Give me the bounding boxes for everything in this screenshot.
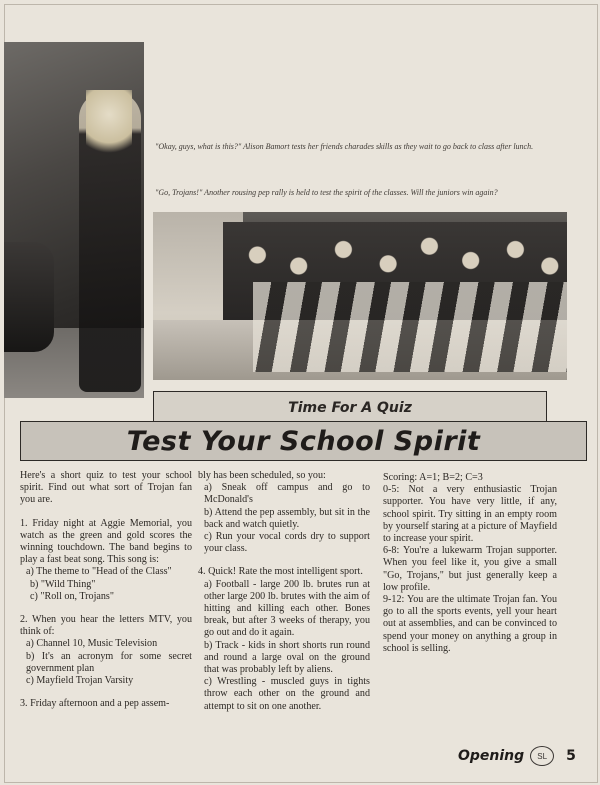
- column-three: [377, 472, 557, 655]
- question-1: [20, 518, 192, 603]
- question-1-answer-c: c) "Roll on, Trojans": [30, 590, 114, 602]
- photo-pep-rally: [153, 212, 567, 380]
- quiz-subtitle-banner: [153, 391, 547, 425]
- quiz-title: Test Your School Spirit: [126, 425, 481, 457]
- page-number: 5: [566, 748, 576, 764]
- question-3-text: bly has been scheduled, so you:: [198, 470, 326, 481]
- question-4-text: 4. Quick! Rate the most intelligent sport.: [198, 566, 363, 578]
- question-3-answer-b: b) Attend the pep assembly, but sit in the back and watch quietly.: [204, 506, 370, 530]
- quiz-subtitle: Time For A Quiz: [288, 400, 412, 416]
- question-2-answer-c: c) Mayfield Trojan Varsity: [26, 675, 134, 687]
- question-1-answer-a: a) The theme to "Head of the Class": [26, 566, 172, 578]
- score-range-low: 0-5: Not a very enthusiastic Trojan supporter. You have very little, if any, school spirit. Try sitting in an empty room by yourself staring at a picture of Mayfield to increase your spirit.: [383, 484, 557, 545]
- photo-seated-students: [4, 242, 54, 352]
- initials-mark: SL: [530, 746, 554, 766]
- question-3-answer-a: a) Sneak off campus and go to McDonald's: [204, 482, 370, 506]
- question-3-continued: [198, 470, 370, 555]
- quiz-intro: Here's a short quiz to test your school spirit. Find out what sort of Trojan fan you are.: [20, 470, 192, 506]
- question-4: [198, 566, 370, 712]
- question-1-answer-b: b) "Wild Thing": [30, 578, 96, 590]
- caption-pep-rally: "Go, Trojans!" Another rousing pep rally is held to test the spirit of the classes. Will the juniors win again?: [155, 188, 498, 197]
- question-2-text: 2. When you hear the letters MTV, you think of:: [20, 614, 192, 638]
- section-name: Opening: [458, 748, 525, 764]
- question-1-text: 1. Friday night at Aggie Memorial, you watch as the green and gold scores the winning touchdown. The band begins to play a fast beat song. This song is:: [20, 517, 192, 566]
- question-4-answer-b: b) Track - kids in short shorts run round and round a large oval on the ground that was probably left by aliens.: [204, 639, 370, 676]
- photo-cheerleaders: [253, 282, 567, 372]
- column-two: [198, 470, 370, 724]
- question-3-answer-c: c) Run your vocal cords dry to support your class.: [204, 531, 370, 555]
- scoring-key: Scoring: A=1; B=2; C=3: [383, 472, 483, 483]
- quiz-title-banner: [20, 421, 587, 461]
- question-4-answer-c: c) Wrestling - muscled guys in tights throw each other on the ground and attempt to sit on one another.: [204, 676, 370, 712]
- question-2-answer-a: a) Channel 10, Music Television: [26, 638, 158, 650]
- question-2-answer-b: b) It's an acronym for some secret government plan: [26, 650, 192, 674]
- page-footer: [458, 744, 588, 768]
- caption-charades: "Okay, guys, what is this?" Alison Bamort tests her friends charades skills as they wait to go back to class after lunch.: [155, 142, 534, 151]
- column-one: [20, 470, 192, 721]
- score-range-mid: 6-8: You're a lukewarm Trojan supporter. When you feel like it, you give a small "Go, Trojans," but just generally keep a low profile.: [383, 545, 557, 593]
- question-4-answer-a: a) Football - large 200 lb. brutes run at other large 200 lb. brutes with the aim of hitting and killing each other. Bones break, but after 3 weeks of therapy, you go out and do it again.: [204, 578, 370, 639]
- photo-hair: [86, 90, 132, 160]
- question-2: [20, 614, 192, 687]
- photo-charades: [4, 42, 144, 398]
- score-range-high: 9-12: You are the ultimate Trojan fan. You go to all the sports events, yell your heart out at assemblies, and can be convinced to spend your money on anything a group in school is selling.: [383, 594, 557, 654]
- question-3-start: 3. Friday afternoon and a pep assem-: [20, 698, 170, 710]
